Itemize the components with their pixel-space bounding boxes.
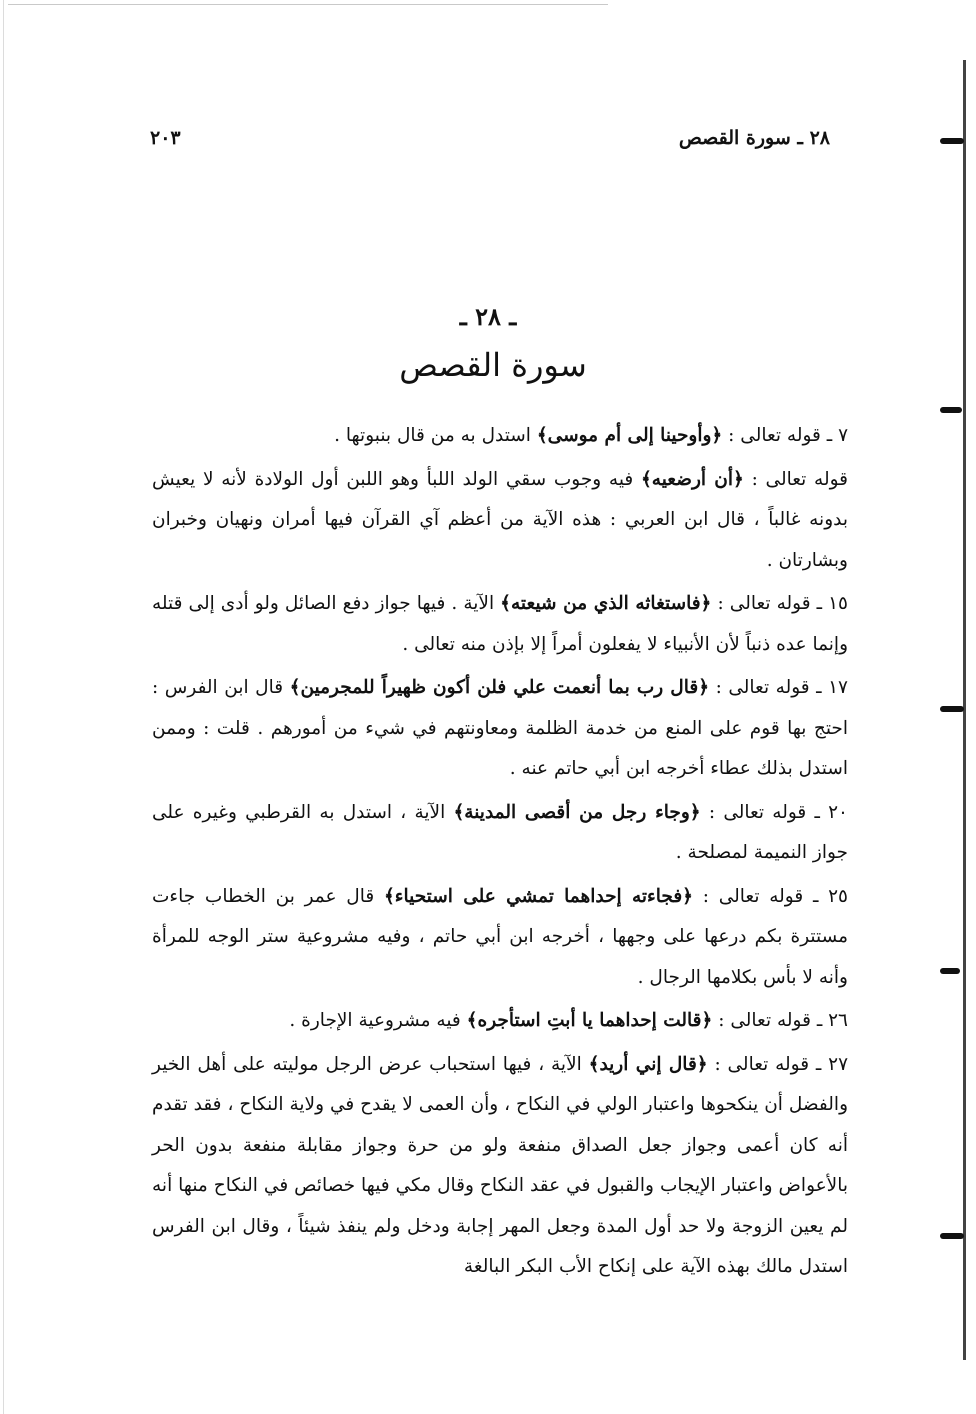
paragraph [152,793,848,874]
commentary-text: قال ابن الفرس : احتج بها قوم على المنع من خدمة الظلمة ومعاونتهم في شيء من أمورهم . قلت : وممن استدل بذلك عطاء أخرجه ابن أبي حاتم عنه . [152,677,848,779]
verse-quote: ﴿وأوحينا إلى أم موسى﴾ [536,425,723,446]
verse-intro: ٢٦ ـ قوله تعالى : [712,1010,848,1031]
verse-intro: ٢٥ ـ قوله تعالى : [693,885,848,907]
paragraph [152,416,848,457]
verse-quote: ﴿قال إني أريد﴾ [588,1053,708,1075]
binding-mark [940,706,964,712]
verse-intro: ١٥ ـ قوله تعالى : [711,593,848,614]
binding-mark [940,1233,964,1239]
paragraph [152,584,848,665]
running-header [150,120,830,156]
binding-mark [940,138,964,144]
commentary-text: الآية ، استدل به القرطبي وغيره على جواز النميمة لمصلحة . [152,801,848,863]
verse-intro: ١٧ ـ قوله تعالى : [709,677,848,698]
verse-quote: ﴿قالت إحداهما يا أبتِ استأجره﴾ [466,1010,713,1031]
running-title: ٢٨ ـ سورة القصص [678,127,830,149]
verse-intro: ٢٠ ـ قوله تعالى : [700,801,848,823]
page-number: ٢٠٣ [150,127,181,149]
verse-quote: ﴿أن أرضعيه﴾ [640,468,744,490]
paragraph [152,877,848,999]
commentary-text: فيه مشروعية الإجارة . [289,1010,467,1031]
verse-intro: قوله تعالى : [743,468,848,490]
commentary-text: قال عمر بن الخطاب جاءت مستترة بكم درعها على وجهها ، أخرجه ابن أبي حاتم ، وفيه مشروعية ستر الوجه للمرأة وأنه لا بأس بكلامها الرجال . [152,885,848,988]
paragraph [152,668,848,790]
verse-quote: ﴿فجاءته إحداهما تمشي على استحياء﴾ [383,885,694,907]
verse-intro: ٧ ـ قوله تعالى : [722,425,848,446]
binding-mark [940,407,962,413]
paragraph [152,460,848,582]
paragraph [152,1045,848,1288]
commentary-text: الآية ، فيها استحباب عرض الرجل موليته على أهل الخير والفضل أن ينكحوها واعتبار الولي في النكاح ، وأن العمى لا يقدح في ولاية النكاح ، فقد تقدم أنه كان أعمى وجواز جعل الصداق منفعة ولو من حرة وجواز مقابلة منفعة بدون الحر بالأعواض واعتبار الإيجاب والقبول في عقد النكاح وقال مكي فيها خصائص في النكاح منها أنه لم يعين الزوجة ولا حد أول المدة وجعل المهر إجابة ودخل ولم ينفذ شيئاً ، وقال ابن الفرس استدل مالك بهذه الآية على إنكاح الأب البكر البالغة [152,1053,848,1277]
commentary-text: الآية . فيها جواز دفع الصائل ولو أدى إلى قتله وإنما عده ذنباً لأن الأنبياء لا يفعلون أمراً إلا بإذن منه تعالى . [152,593,848,655]
commentary-text: استدل به من قال بنبوتها . [334,425,537,446]
page-body [152,416,848,1291]
commentary-text: فيه وجوب سقي الولد اللبأ وهو اللبن أول الولادة لأنه لا يعيش بدونه غالباً ، قال ابن العربي : هذه الآية من أعظم آي القرآن فيها أمران ونهيان وخبران وبشارتان . [152,468,848,571]
verse-intro: ٢٧ ـ قوله تعالى : [707,1053,849,1075]
verse-quote: ﴿قال رب بما أنعمت علي فلن أكون ظهيراً للمجرمين﴾ [289,677,710,698]
chapter-title: سورة القصص [399,346,587,384]
scan-left-rule [3,0,4,1414]
binding-mark [940,968,960,974]
paragraph [152,1001,848,1042]
chapter-number: ـ ٢٨ ـ [459,302,517,331]
verse-quote: ﴿وجاء رجل من أقصى المدينة﴾ [453,801,701,823]
scan-top-rule [8,4,608,5]
verse-quote: ﴿فاستغاثه الذي من شيعته﴾ [500,593,712,614]
